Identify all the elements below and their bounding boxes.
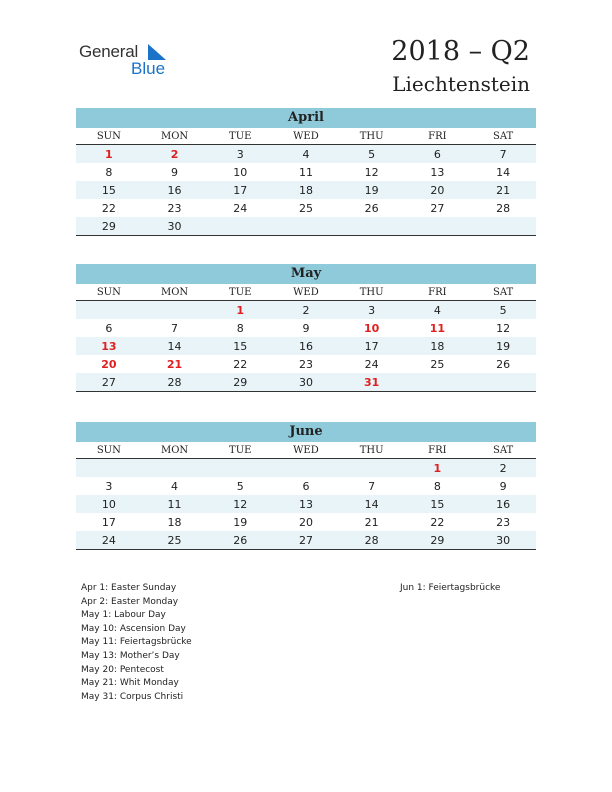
weekday-header: SAT	[470, 284, 536, 301]
day-cell: 18	[405, 337, 471, 355]
day-cell: 2	[142, 145, 208, 164]
day-cell: 11	[298, 165, 313, 179]
page-subtitle: Liechtenstein	[392, 72, 530, 96]
month-header: June	[76, 422, 536, 442]
day-cell: 27	[273, 531, 339, 550]
weekday-header: WED	[273, 284, 339, 301]
holiday-notes	[81, 582, 192, 704]
day-cell: 27	[430, 201, 445, 215]
holiday-note: May 1: Labour Day	[81, 610, 166, 621]
day-cell: 2	[273, 301, 339, 320]
week-row	[76, 337, 536, 355]
day-cell: 19	[470, 337, 536, 355]
day-cell	[339, 217, 405, 236]
day-cell: 21	[166, 357, 183, 371]
calendar-table	[76, 442, 536, 550]
holiday-note: May 20: Pentecost	[81, 664, 164, 675]
calendar-table	[76, 284, 536, 392]
day-cell: 26	[364, 201, 379, 215]
day-cell: 8	[236, 321, 244, 335]
day-cell: 9	[171, 165, 179, 179]
week-row	[76, 355, 536, 373]
day-cell: 11	[142, 495, 208, 513]
day-cell: 15	[76, 181, 142, 199]
day-cell: 22	[430, 515, 445, 529]
weekday-header: TUE	[207, 442, 273, 459]
weekday-header: MON	[142, 442, 208, 459]
day-cell: 17	[101, 515, 116, 529]
day-cell: 30	[142, 217, 208, 236]
holiday-notes-right	[400, 582, 500, 596]
day-cell	[339, 459, 405, 478]
day-cell	[273, 217, 339, 236]
day-cell: 15	[207, 337, 273, 355]
month-april	[76, 108, 536, 236]
day-cell	[470, 373, 536, 392]
calendar-table	[76, 128, 536, 236]
day-cell	[405, 217, 471, 236]
weekday-header: SUN	[76, 128, 142, 145]
day-cell: 10	[76, 495, 142, 513]
day-cell	[207, 459, 273, 478]
day-cell: 13	[273, 495, 339, 513]
weekday-header: THU	[339, 128, 405, 145]
day-cell: 22	[101, 201, 116, 215]
day-cell: 22	[233, 357, 248, 371]
month-header: April	[76, 108, 536, 128]
day-cell: 11	[429, 321, 446, 335]
day-cell: 19	[339, 181, 405, 199]
day-cell: 24	[364, 357, 379, 371]
day-cell: 16	[142, 181, 208, 199]
week-row	[76, 319, 536, 337]
day-cell: 4	[405, 301, 471, 320]
weekday-header: SAT	[470, 128, 536, 145]
holiday-note: Apr 1: Easter Sunday	[81, 583, 177, 593]
day-cell: 27	[76, 373, 142, 392]
holiday-note: May 10: Ascension Day	[81, 623, 186, 634]
day-cell: 20	[405, 181, 471, 199]
day-cell: 19	[233, 515, 248, 529]
day-cell: 23	[496, 515, 511, 529]
day-cell: 20	[298, 515, 313, 529]
week-row	[76, 217, 536, 236]
day-cell: 29	[405, 531, 471, 550]
logo-triangle-icon	[148, 44, 166, 60]
week-row	[76, 145, 536, 164]
day-cell: 23	[167, 201, 182, 215]
week-row	[76, 301, 536, 320]
day-cell: 29	[76, 217, 142, 236]
day-cell: 6	[405, 145, 471, 164]
day-cell: 7	[368, 479, 376, 493]
day-cell: 8	[433, 479, 441, 493]
day-cell: 21	[470, 181, 536, 199]
day-cell: 25	[430, 357, 445, 371]
day-cell: 14	[496, 165, 511, 179]
week-row	[76, 531, 536, 550]
day-cell: 7	[171, 321, 179, 335]
day-cell: 3	[339, 301, 405, 320]
day-cell: 13	[76, 337, 142, 355]
day-cell: 17	[207, 181, 273, 199]
holiday-note: Jun 1: Feiertagsbrücke	[400, 583, 501, 593]
day-cell: 3	[207, 145, 273, 164]
day-cell: 5	[470, 301, 536, 320]
day-cell: 24	[233, 201, 248, 215]
weekday-header: THU	[339, 442, 405, 459]
holiday-note: May 31: Corpus Christi	[81, 691, 184, 702]
day-cell	[142, 459, 208, 478]
day-cell: 12	[364, 165, 379, 179]
week-row	[76, 477, 536, 495]
page-title: 2018 – Q2	[391, 36, 530, 67]
weekday-header: SAT	[470, 442, 536, 459]
day-cell	[207, 217, 273, 236]
day-cell	[273, 459, 339, 478]
day-cell: 10	[233, 165, 248, 179]
day-cell: 12	[496, 321, 511, 335]
day-cell: 16	[470, 495, 536, 513]
day-cell: 18	[273, 181, 339, 199]
day-cell: 14	[142, 337, 208, 355]
day-cell: 26	[496, 357, 511, 371]
day-cell: 28	[142, 373, 208, 392]
day-cell: 26	[207, 531, 273, 550]
day-cell: 10	[364, 321, 380, 335]
week-row	[76, 163, 536, 181]
weekday-header: WED	[273, 128, 339, 145]
day-cell: 7	[470, 145, 536, 164]
week-row	[76, 181, 536, 199]
weekday-header: FRI	[405, 442, 471, 459]
logo	[79, 40, 179, 80]
holiday-note: May 13: Mother’s Day	[81, 650, 180, 661]
month-may	[76, 264, 536, 392]
day-cell: 4	[273, 145, 339, 164]
weekday-header: MON	[142, 128, 208, 145]
weekday-header: SUN	[76, 284, 142, 301]
day-cell	[405, 373, 471, 392]
week-row	[76, 373, 536, 392]
day-cell: 5	[236, 479, 244, 493]
day-cell: 4	[171, 479, 179, 493]
day-cell: 29	[207, 373, 273, 392]
day-cell: 25	[142, 531, 208, 550]
day-cell: 13	[430, 165, 445, 179]
logo-general-text: General	[79, 42, 139, 61]
weekday-header: TUE	[207, 284, 273, 301]
day-cell: 17	[339, 337, 405, 355]
weekday-header: SUN	[76, 442, 142, 459]
weekday-header: WED	[273, 442, 339, 459]
week-row	[76, 199, 536, 217]
day-cell: 1	[76, 145, 142, 164]
weekday-header: MON	[142, 284, 208, 301]
day-cell: 28	[496, 201, 511, 215]
day-cell	[76, 301, 142, 320]
day-cell: 6	[105, 321, 113, 335]
month-header: May	[76, 264, 536, 284]
day-cell: 3	[105, 479, 113, 493]
day-cell: 12	[207, 495, 273, 513]
weekday-header: THU	[339, 284, 405, 301]
day-cell: 30	[273, 373, 339, 392]
day-cell: 21	[364, 515, 379, 529]
day-cell: 1	[207, 301, 273, 320]
day-cell	[470, 217, 536, 236]
day-cell: 31	[339, 373, 405, 392]
day-cell: 30	[470, 531, 536, 550]
day-cell: 9	[499, 479, 507, 493]
weekday-header: FRI	[405, 284, 471, 301]
day-cell: 24	[76, 531, 142, 550]
day-cell: 2	[470, 459, 536, 478]
weekday-header: FRI	[405, 128, 471, 145]
day-cell: 5	[339, 145, 405, 164]
day-cell: 23	[298, 357, 313, 371]
month-june	[76, 422, 536, 550]
week-row	[76, 459, 536, 478]
day-cell: 20	[101, 357, 117, 371]
holiday-note: Apr 2: Easter Monday	[81, 596, 179, 607]
day-cell: 8	[105, 165, 113, 179]
day-cell	[76, 459, 142, 478]
week-row	[76, 495, 536, 513]
week-row	[76, 513, 536, 531]
day-cell: 1	[405, 459, 471, 478]
weekday-header: TUE	[207, 128, 273, 145]
day-cell: 28	[339, 531, 405, 550]
day-cell: 14	[339, 495, 405, 513]
day-cell: 18	[167, 515, 182, 529]
day-cell: 25	[298, 201, 313, 215]
day-cell: 15	[405, 495, 471, 513]
logo-blue-text: Blue	[131, 59, 166, 78]
day-cell: 6	[302, 479, 310, 493]
holiday-note: May 21: Whit Monday	[81, 678, 179, 689]
day-cell: 9	[302, 321, 310, 335]
day-cell	[142, 301, 208, 320]
day-cell: 16	[273, 337, 339, 355]
holiday-note: May 11: Feiertagsbrücke	[81, 637, 192, 648]
